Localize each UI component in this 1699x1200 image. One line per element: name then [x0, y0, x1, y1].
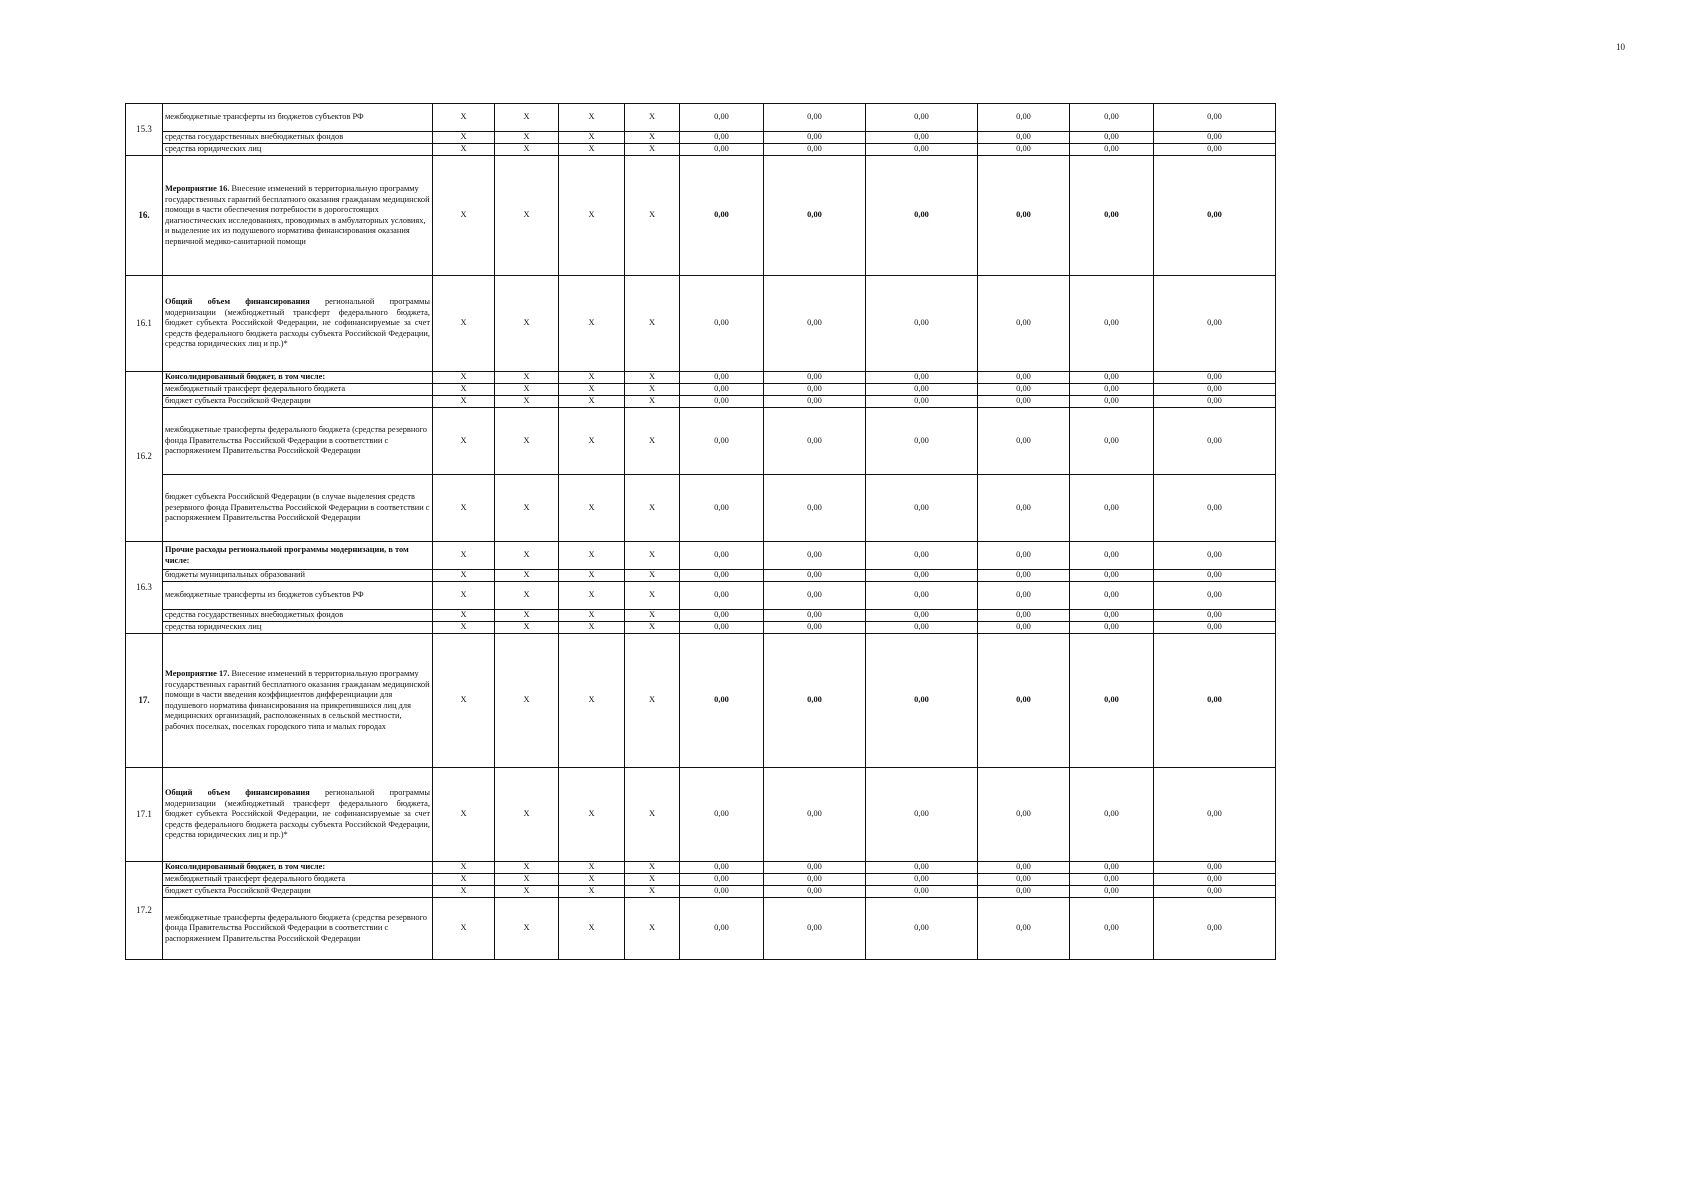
row-description — [163, 886, 433, 898]
row-description — [163, 144, 433, 156]
amount-cell: 0,00 — [1070, 276, 1154, 372]
marker-cell: X — [495, 156, 559, 276]
amount-cell: 0,00 — [1154, 408, 1276, 475]
description-text: бюджет субъекта Российской Федерации — [165, 396, 311, 406]
marker-cell: X — [625, 634, 680, 768]
amount-cell: 0,00 — [1154, 768, 1276, 862]
amount-cell: 0,00 — [680, 582, 764, 610]
table-row — [126, 144, 1276, 156]
amount-cell: 0,00 — [866, 396, 978, 408]
marker-cell: X — [559, 132, 625, 144]
amount-cell: 0,00 — [680, 396, 764, 408]
amount-cell: 0,00 — [1070, 475, 1154, 542]
marker-cell: X — [625, 570, 680, 582]
budget-table — [125, 103, 1276, 960]
amount-cell: 0,00 — [764, 768, 866, 862]
amount-cell: 0,00 — [764, 372, 866, 384]
amount-cell: 0,00 — [680, 475, 764, 542]
row-description — [163, 132, 433, 144]
amount-cell: 0,00 — [1154, 898, 1276, 960]
amount-cell: 0,00 — [1154, 475, 1276, 542]
row-number: 16.3 — [126, 542, 163, 634]
marker-cell: X — [559, 582, 625, 610]
amount-cell: 0,00 — [866, 622, 978, 634]
row-description — [163, 582, 433, 610]
amount-cell: 0,00 — [978, 372, 1070, 384]
amount-cell: 0,00 — [866, 582, 978, 610]
amount-cell: 0,00 — [1070, 396, 1154, 408]
amount-cell: 0,00 — [1070, 768, 1154, 862]
amount-cell: 0,00 — [866, 132, 978, 144]
amount-cell: 0,00 — [1070, 874, 1154, 886]
amount-cell: 0,00 — [866, 634, 978, 768]
marker-cell: X — [495, 634, 559, 768]
amount-cell: 0,00 — [866, 862, 978, 874]
amount-cell: 0,00 — [1154, 384, 1276, 396]
description-text: средства юридических лиц — [165, 144, 262, 154]
amount-cell: 0,00 — [978, 634, 1070, 768]
description-text: бюджет субъекта Российской Федерации — [165, 886, 311, 896]
amount-cell: 0,00 — [680, 372, 764, 384]
amount-cell: 0,00 — [680, 384, 764, 396]
amount-cell: 0,00 — [978, 104, 1070, 132]
marker-cell: X — [433, 104, 495, 132]
marker-cell: X — [559, 768, 625, 862]
marker-cell: X — [559, 862, 625, 874]
amount-cell: 0,00 — [978, 886, 1070, 898]
row-description — [163, 276, 433, 372]
amount-cell: 0,00 — [1070, 542, 1154, 570]
marker-cell: X — [433, 396, 495, 408]
marker-cell: X — [495, 622, 559, 634]
amount-cell: 0,00 — [1070, 104, 1154, 132]
marker-cell: X — [625, 156, 680, 276]
amount-cell: 0,00 — [866, 276, 978, 372]
table-row — [126, 610, 1276, 622]
row-description — [163, 622, 433, 634]
amount-cell: 0,00 — [978, 408, 1070, 475]
marker-cell: X — [625, 384, 680, 396]
marker-cell: X — [433, 276, 495, 372]
table-row — [126, 768, 1276, 862]
amount-cell: 0,00 — [680, 874, 764, 886]
amount-cell: 0,00 — [1154, 874, 1276, 886]
amount-cell: 0,00 — [1154, 396, 1276, 408]
amount-cell: 0,00 — [978, 874, 1070, 886]
amount-cell: 0,00 — [764, 898, 866, 960]
description-text: бюджеты муниципальных образований — [165, 570, 306, 580]
marker-cell: X — [559, 384, 625, 396]
amount-cell: 0,00 — [978, 610, 1070, 622]
amount-cell: 0,00 — [978, 768, 1070, 862]
amount-cell: 0,00 — [1154, 862, 1276, 874]
description-text: средства государственных внебюджетных фондов — [165, 610, 344, 620]
amount-cell: 0,00 — [978, 542, 1070, 570]
amount-cell: 0,00 — [764, 542, 866, 570]
marker-cell: X — [559, 475, 625, 542]
description-bold: Общий объем финансирования — [165, 788, 310, 798]
amount-cell: 0,00 — [680, 622, 764, 634]
row-description — [163, 634, 433, 768]
marker-cell: X — [625, 132, 680, 144]
row-description — [163, 384, 433, 396]
amount-cell: 0,00 — [764, 886, 866, 898]
amount-cell: 0,00 — [978, 396, 1070, 408]
amount-cell: 0,00 — [764, 132, 866, 144]
amount-cell: 0,00 — [1154, 886, 1276, 898]
amount-cell: 0,00 — [680, 276, 764, 372]
amount-cell: 0,00 — [1154, 144, 1276, 156]
table-body — [126, 104, 1276, 960]
amount-cell: 0,00 — [680, 886, 764, 898]
amount-cell: 0,00 — [978, 156, 1070, 276]
amount-cell: 0,00 — [764, 634, 866, 768]
amount-cell: 0,00 — [764, 144, 866, 156]
amount-cell: 0,00 — [978, 898, 1070, 960]
marker-cell: X — [559, 874, 625, 886]
amount-cell: 0,00 — [680, 570, 764, 582]
amount-cell: 0,00 — [680, 542, 764, 570]
amount-cell: 0,00 — [1070, 570, 1154, 582]
amount-cell: 0,00 — [978, 276, 1070, 372]
marker-cell: X — [495, 384, 559, 396]
amount-cell: 0,00 — [866, 475, 978, 542]
row-number: 17.1 — [126, 768, 163, 862]
marker-cell: X — [495, 898, 559, 960]
amount-cell: 0,00 — [1070, 886, 1154, 898]
amount-cell: 0,00 — [866, 768, 978, 862]
amount-cell: 0,00 — [866, 610, 978, 622]
marker-cell: X — [625, 768, 680, 862]
marker-cell: X — [625, 372, 680, 384]
amount-cell: 0,00 — [1070, 132, 1154, 144]
marker-cell: X — [495, 408, 559, 475]
amount-cell: 0,00 — [1070, 408, 1154, 475]
row-description — [163, 396, 433, 408]
marker-cell: X — [433, 886, 495, 898]
row-number: 16. — [126, 156, 163, 276]
marker-cell: X — [559, 542, 625, 570]
amount-cell: 0,00 — [680, 634, 764, 768]
marker-cell: X — [625, 408, 680, 475]
marker-cell: X — [433, 768, 495, 862]
table-row — [126, 156, 1276, 276]
marker-cell: X — [433, 874, 495, 886]
marker-cell: X — [433, 610, 495, 622]
table-row — [126, 384, 1276, 396]
marker-cell: X — [559, 156, 625, 276]
amount-cell: 0,00 — [1154, 570, 1276, 582]
amount-cell: 0,00 — [764, 622, 866, 634]
amount-cell: 0,00 — [1070, 384, 1154, 396]
description-bold: Мероприятие 16. — [165, 184, 230, 193]
marker-cell: X — [559, 622, 625, 634]
table-row — [126, 475, 1276, 542]
amount-cell: 0,00 — [866, 542, 978, 570]
table-row — [126, 862, 1276, 874]
amount-cell: 0,00 — [866, 144, 978, 156]
amount-cell: 0,00 — [1154, 104, 1276, 132]
marker-cell: X — [495, 610, 559, 622]
table-row — [126, 898, 1276, 960]
amount-cell: 0,00 — [1154, 634, 1276, 768]
marker-cell: X — [625, 622, 680, 634]
table-row — [126, 622, 1276, 634]
marker-cell: X — [625, 104, 680, 132]
marker-cell: X — [559, 372, 625, 384]
amount-cell: 0,00 — [764, 874, 866, 886]
amount-cell: 0,00 — [1070, 622, 1154, 634]
table-row — [126, 874, 1276, 886]
marker-cell: X — [559, 276, 625, 372]
marker-cell: X — [559, 886, 625, 898]
amount-cell: 0,00 — [764, 276, 866, 372]
marker-cell: X — [495, 132, 559, 144]
marker-cell: X — [495, 542, 559, 570]
marker-cell: X — [625, 898, 680, 960]
marker-cell: X — [559, 408, 625, 475]
description-text: межбюджетные трансферты федерального бюджета (средства резервного фонда Правительства Российской Федерации в соответствии с распоряжением Правительства Российской Федерации — [165, 425, 427, 456]
amount-cell: 0,00 — [1070, 372, 1154, 384]
marker-cell: X — [625, 610, 680, 622]
amount-cell: 0,00 — [866, 570, 978, 582]
description-text: региональной программы модернизации (межбюджетный трансферт федерального бюджета, бюджет субъекта Российской Федерации, не софинансируемые за счет средств федерального бюджета расходы субъекта Российской Федерации, средства юридических лиц и пр.)* — [165, 297, 430, 349]
table-row — [126, 582, 1276, 610]
amount-cell: 0,00 — [978, 132, 1070, 144]
marker-cell: X — [433, 634, 495, 768]
marker-cell: X — [433, 475, 495, 542]
description-text: средства юридических лиц — [165, 622, 262, 632]
amount-cell: 0,00 — [1070, 898, 1154, 960]
row-description — [163, 898, 433, 960]
amount-cell: 0,00 — [764, 582, 866, 610]
row-number: 15.3 — [126, 104, 163, 156]
marker-cell: X — [559, 104, 625, 132]
amount-cell: 0,00 — [978, 144, 1070, 156]
amount-cell: 0,00 — [680, 132, 764, 144]
marker-cell: X — [495, 862, 559, 874]
marker-cell: X — [495, 396, 559, 408]
marker-cell: X — [625, 862, 680, 874]
description-text: межбюджетный трансферт федерального бюджета — [165, 384, 346, 394]
table-row — [126, 276, 1276, 372]
amount-cell: 0,00 — [1070, 582, 1154, 610]
amount-cell: 0,00 — [680, 408, 764, 475]
amount-cell: 0,00 — [1070, 610, 1154, 622]
amount-cell: 0,00 — [866, 372, 978, 384]
row-description — [163, 570, 433, 582]
marker-cell: X — [495, 874, 559, 886]
amount-cell: 0,00 — [680, 144, 764, 156]
marker-cell: X — [495, 768, 559, 862]
description-text: межбюджетные трансферты из бюджетов субъектов РФ — [165, 112, 364, 122]
marker-cell: X — [433, 132, 495, 144]
marker-cell: X — [559, 898, 625, 960]
row-description — [163, 874, 433, 886]
table-row — [126, 396, 1276, 408]
amount-cell: 0,00 — [1070, 634, 1154, 768]
table-row — [126, 570, 1276, 582]
description-text: бюджет субъекта Российской Федерации (в случае выделения средств резервного фонда Правительства Российской Федерации в соответствии с распоряжением Правительства Российской Федерации — [165, 492, 430, 523]
amount-cell: 0,00 — [680, 898, 764, 960]
description-text: Внесение изменений в территориальную программу государственных гарантий бесплатного оказания гражданам медицинской помощи в части обеспечения потребности в дорогостоящих диагностических исследованиях, проводимых в амбулаторных условиях, и выделение их из подушевого норматива финансирования оказания первичной медико-санитарной помощи — [165, 184, 430, 246]
marker-cell: X — [559, 634, 625, 768]
marker-cell: X — [433, 384, 495, 396]
amount-cell: 0,00 — [680, 768, 764, 862]
table-row — [126, 372, 1276, 384]
description-bold: Консолидированный бюджет, в том числе: — [165, 862, 326, 872]
amount-cell: 0,00 — [978, 384, 1070, 396]
amount-cell: 0,00 — [978, 582, 1070, 610]
amount-cell: 0,00 — [764, 384, 866, 396]
amount-cell: 0,00 — [978, 622, 1070, 634]
amount-cell: 0,00 — [1070, 144, 1154, 156]
marker-cell: X — [495, 886, 559, 898]
marker-cell: X — [625, 475, 680, 542]
table-row — [126, 408, 1276, 475]
marker-cell: X — [433, 144, 495, 156]
row-number: 16.2 — [126, 372, 163, 542]
row-description — [163, 104, 433, 132]
amount-cell: 0,00 — [764, 475, 866, 542]
row-description — [163, 862, 433, 874]
marker-cell: X — [495, 475, 559, 542]
row-number: 16.1 — [126, 276, 163, 372]
amount-cell: 0,00 — [1154, 610, 1276, 622]
amount-cell: 0,00 — [866, 384, 978, 396]
row-description — [163, 408, 433, 475]
amount-cell: 0,00 — [1154, 132, 1276, 144]
table-row — [126, 104, 1276, 132]
row-description — [163, 610, 433, 622]
marker-cell: X — [433, 898, 495, 960]
marker-cell: X — [559, 570, 625, 582]
table-row — [126, 542, 1276, 570]
amount-cell: 0,00 — [680, 156, 764, 276]
description-text: Внесение изменений в территориальную программу государственных гарантий бесплатного оказания гражданам медицинской помощи в части введения коэффициентов дифференциации для подушевого норматива финансирования на прикрепившихся лиц для медицинских организаций, расположенных в сельской местности, рабочих поселках, поселках городского типа и малых городах — [165, 669, 430, 731]
description-text: средства государственных внебюджетных фондов — [165, 132, 344, 142]
marker-cell: X — [433, 862, 495, 874]
row-description — [163, 475, 433, 542]
row-description — [163, 542, 433, 570]
marker-cell: X — [625, 276, 680, 372]
marker-cell: X — [559, 144, 625, 156]
marker-cell: X — [625, 886, 680, 898]
table-row — [126, 132, 1276, 144]
marker-cell: X — [495, 372, 559, 384]
amount-cell: 0,00 — [680, 104, 764, 132]
description-bold: Общий объем финансирования — [165, 297, 310, 307]
marker-cell: X — [433, 156, 495, 276]
amount-cell: 0,00 — [764, 570, 866, 582]
amount-cell: 0,00 — [764, 396, 866, 408]
row-number: 17.2 — [126, 862, 163, 960]
row-description — [163, 372, 433, 384]
amount-cell: 0,00 — [1154, 582, 1276, 610]
marker-cell: X — [625, 144, 680, 156]
amount-cell: 0,00 — [1154, 156, 1276, 276]
marker-cell: X — [625, 874, 680, 886]
row-description — [163, 156, 433, 276]
marker-cell: X — [495, 104, 559, 132]
amount-cell: 0,00 — [1154, 276, 1276, 372]
amount-cell: 0,00 — [978, 862, 1070, 874]
table-row — [126, 634, 1276, 768]
table-row — [126, 886, 1276, 898]
marker-cell: X — [495, 570, 559, 582]
marker-cell: X — [625, 582, 680, 610]
marker-cell: X — [433, 570, 495, 582]
marker-cell: X — [559, 396, 625, 408]
amount-cell: 0,00 — [1154, 542, 1276, 570]
amount-cell: 0,00 — [764, 104, 866, 132]
amount-cell: 0,00 — [680, 610, 764, 622]
marker-cell: X — [625, 396, 680, 408]
amount-cell: 0,00 — [1154, 372, 1276, 384]
amount-cell: 0,00 — [978, 475, 1070, 542]
amount-cell: 0,00 — [680, 862, 764, 874]
amount-cell: 0,00 — [764, 156, 866, 276]
description-bold: Мероприятие 17. — [165, 669, 230, 678]
marker-cell: X — [433, 622, 495, 634]
amount-cell: 0,00 — [866, 874, 978, 886]
row-description — [163, 768, 433, 862]
marker-cell: X — [559, 610, 625, 622]
amount-cell: 0,00 — [866, 408, 978, 475]
amount-cell: 0,00 — [1154, 622, 1276, 634]
amount-cell: 0,00 — [1070, 156, 1154, 276]
description-text: региональной программы модернизации (межбюджетный трансферт федерального бюджета, бюджет субъекта Российской Федерации, не софинансируемые за счет средств федерального бюджета расходы субъекта Российской Федерации, средства юридических лиц и пр.)* — [165, 788, 430, 840]
description-bold: Консолидированный бюджет, в том числе: — [165, 372, 326, 382]
marker-cell: X — [495, 276, 559, 372]
description-bold: Прочие расходы региональной программы модернизации, в том числе: — [165, 545, 409, 565]
amount-cell: 0,00 — [866, 898, 978, 960]
amount-cell: 0,00 — [764, 408, 866, 475]
marker-cell: X — [433, 542, 495, 570]
amount-cell: 0,00 — [764, 862, 866, 874]
description-text: межбюджетный трансферт федерального бюджета — [165, 874, 346, 884]
amount-cell: 0,00 — [866, 104, 978, 132]
marker-cell: X — [433, 372, 495, 384]
description-text: межбюджетные трансферты федерального бюджета (средства резервного фонда Правительства Российской Федерации в соответствии с распоряжением Правительства Российской Федерации — [165, 912, 427, 943]
marker-cell: X — [495, 582, 559, 610]
amount-cell: 0,00 — [866, 156, 978, 276]
marker-cell: X — [625, 542, 680, 570]
row-number: 17. — [126, 634, 163, 768]
description-text: межбюджетные трансферты из бюджетов субъектов РФ — [165, 590, 364, 600]
marker-cell: X — [433, 408, 495, 475]
amount-cell: 0,00 — [978, 570, 1070, 582]
marker-cell: X — [495, 144, 559, 156]
marker-cell: X — [433, 582, 495, 610]
amount-cell: 0,00 — [764, 610, 866, 622]
amount-cell: 0,00 — [1070, 862, 1154, 874]
amount-cell: 0,00 — [866, 886, 978, 898]
page-number: 10 — [1616, 42, 1625, 52]
